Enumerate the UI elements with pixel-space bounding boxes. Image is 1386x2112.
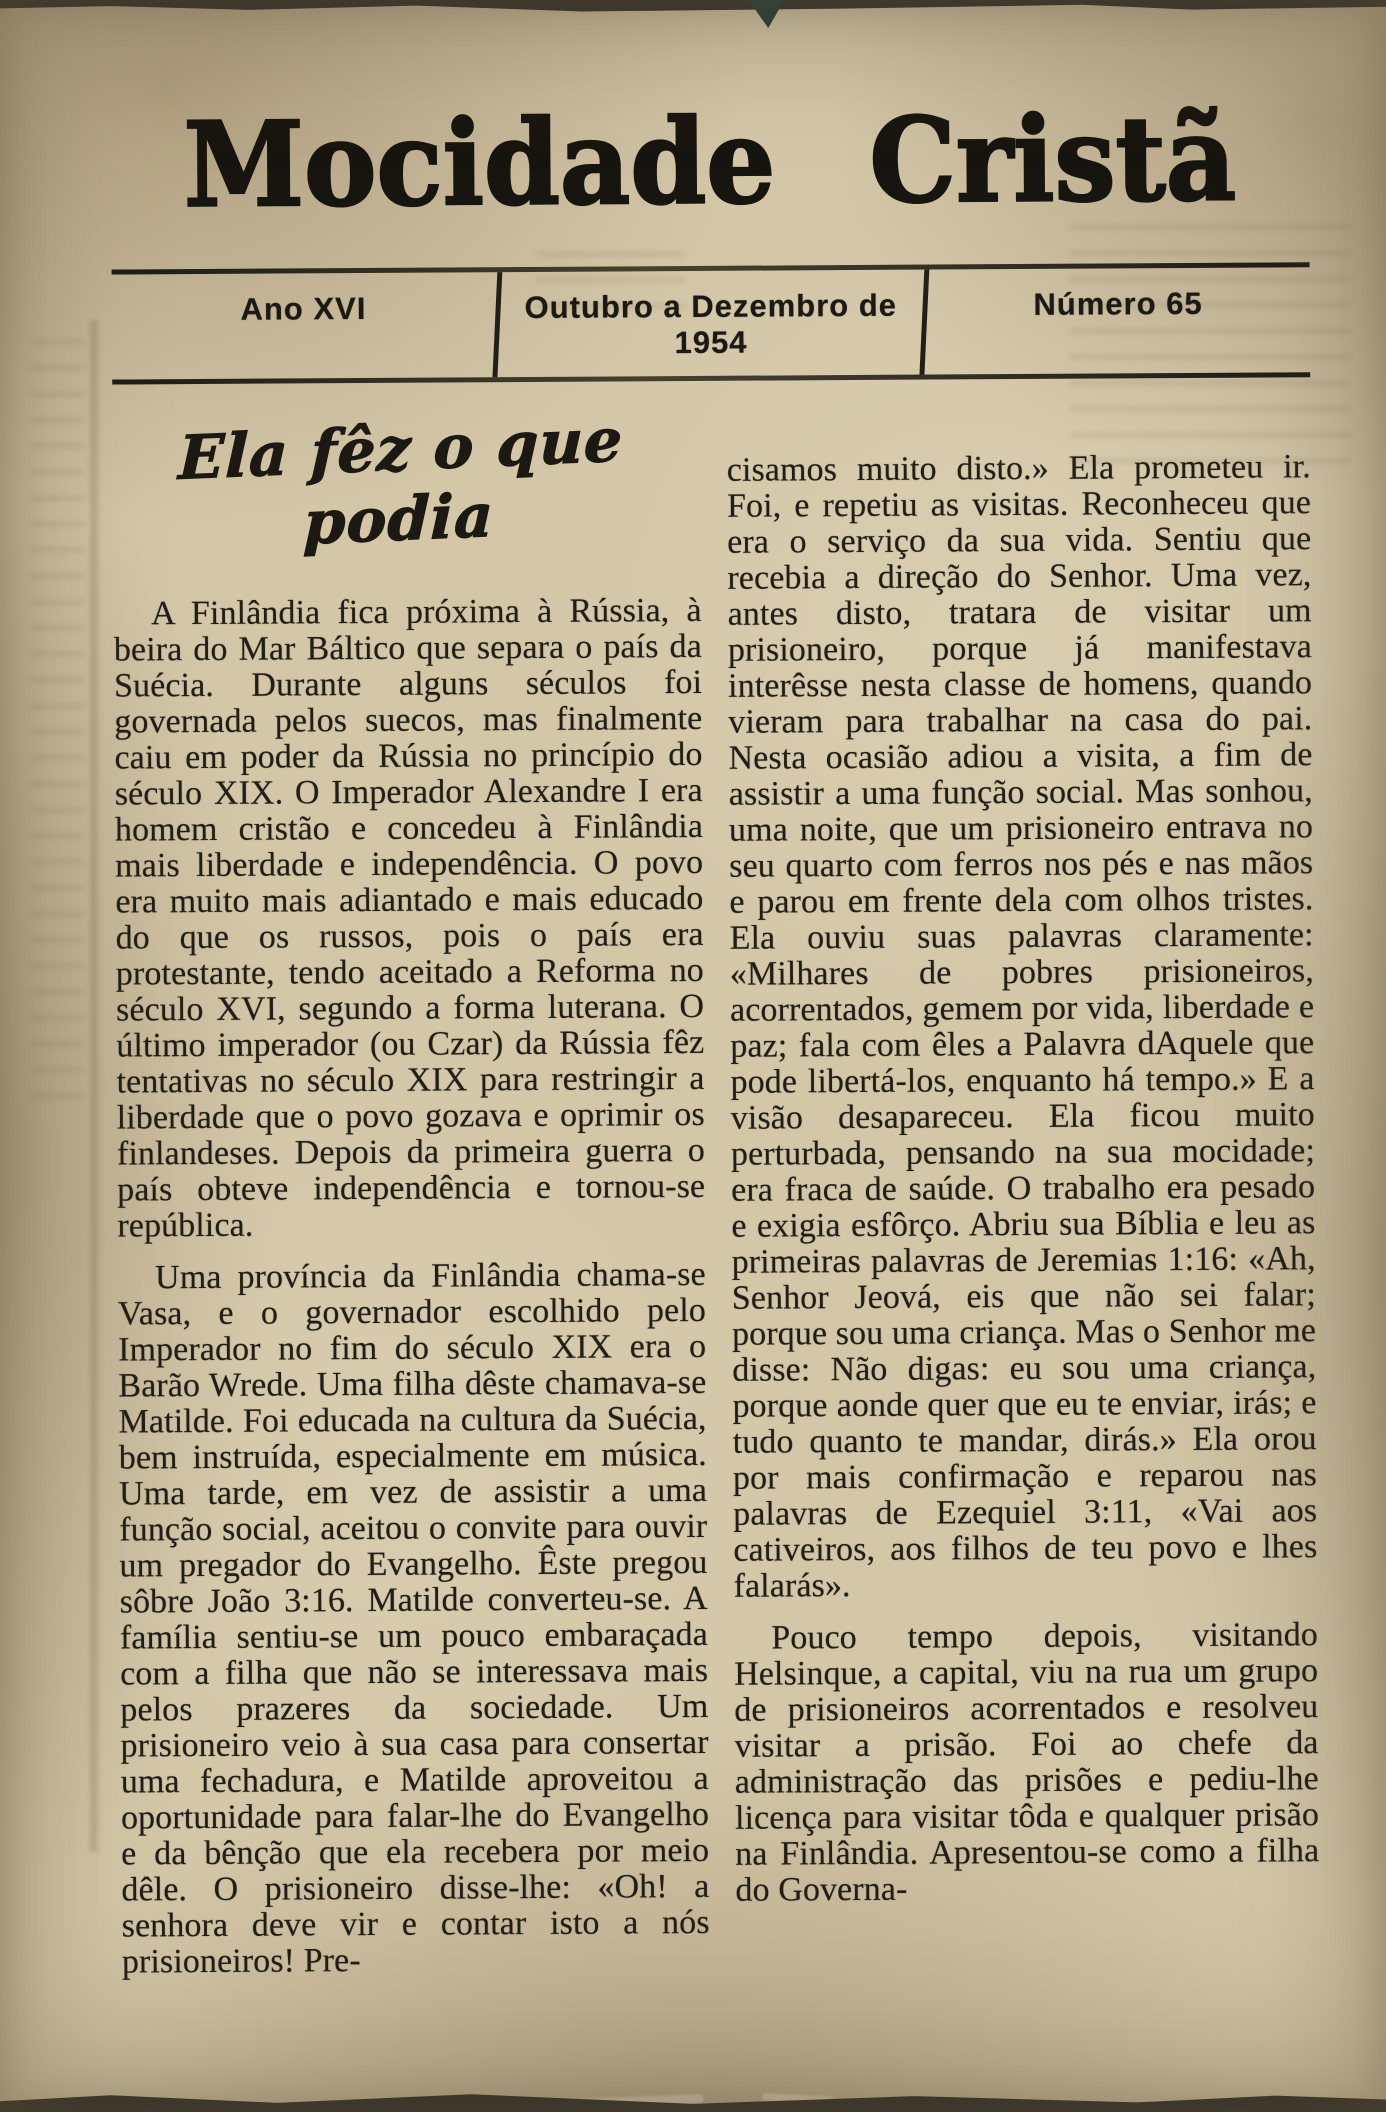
issue-number: Número 65 — [1033, 285, 1203, 322]
bottom-edge-scuff — [554, 2094, 704, 2108]
paragraph-4: Pouco tempo depois, visitando Helsinque, a capital, viu na rua um grupo de prisioneiros acorrentados e resolveu visitar a prisão. Foi ao chefe da administração das prisões e pediu-lhe licença para visitar tôda e qualquer prisão na Finlândia. Apresentou-se como a filha do Governa- — [734, 1615, 1320, 1909]
paragraph-3: cisamos muito disto.» Ela prometeu ir. Foi, e repetiu as visitas. Reconheceu que era o serviço da sua vida. Sentiu que recebia a direção do Senhor. Uma vez, antes disto, tratara de visitar um prisioneiro, porque já manifestava interêsse nesta classe de homens, quando vieram para trabalhar na casa do pai. Nesta ocasião adiou a visita, a fim de assistir a uma função social. Mas sonhou, uma noite, que um prisioneiro entrava no seu quarto com ferros nos pés e nas mãos e parou em frente dela com olhos tristes. Ela ouviu suas palavras claramente: «Milhares de pobres prisioneiros, acorrentados, gemem por vida, liberdade e paz; fala com êles a Palavra dAquele que pode libertá-los, enquanto há tempo.» E a visão desapareceu. Ela ficou muito perturbada, pensando na sua mocidade; era fraca de saúde. O trabalho era pesado e exigia esfôrço. Abriu sua Bíblia e leu as primeiras palavras de Jeremias 1:16: «Ah, Senhor Jeová, eis que não sei falar; porque sou uma criança. Mas o Senhor me disse: Não digas: eu sou uma criança, porque aonde quer que eu te enviar, irás; e tudo quanto te mandar, dirás.» Ela orou por mais confirmação e reparou nas palavras de Ezequiel 3:11, «Vai aos cativeiros, aos filhos de teu povo e lhes falarás». — [726, 447, 1318, 1605]
magazine-title: Mocidade Cristã — [183, 91, 1237, 234]
bottom-edge-scuff-small — [762, 2093, 832, 2104]
right-column — [726, 405, 1320, 1993]
left-column — [112, 405, 710, 1997]
paragraph-1: A Finlândia fica próxima à Rússia, à beira do Mar Báltico que separa o país da Suécia. Durante alguns séculos foi governada pelos suecos, mas finalmente caiu em poder da Rússia no princípio do século XIX. O Imperador Alexandre I era homem cristão e concedeu à Finlândia mais liberdade e independência. O povo era muito mais adiantado e mais educado do que os russos, pois o país era protestante, tendo aceitado a Reforma no século XVI, segundo a forma luterana. O último imperador (ou Czar) da Rússia fêz tentativas no século XIX para restringir a liberdade que o povo gozava e oprimir os finlandeses. Depois da primeira guerra o país obteve independência e tornou-se república. — [113, 591, 706, 1245]
page-bottom-edge — [0, 2088, 1386, 2112]
paragraph-2: Uma província da Finlândia chama-se Vasa, e o governador escolhido pelo Imperador no fim do século XIX era o Barão Wrede. Uma filha dêste chamava-se Matilde. Foi educada na cultura da Suécia, bem instruída, especialmente em música. Uma tarde, em vez de assistir a uma função social, aceitou o convite para ouvir um pregador do Evangelho. Êste pregou sôbre João 3:16. Matilde converteu-se. A família sentiu-se um pouco embaraçada com a filha que não se interessava mais pelos prazeres da sociedade. Um prisioneiro veio à sua casa para consertar uma fechadura, e Matilde aproveitou a oportunidade para falar-lhe do Evangelho e da bênção que ela recebera por meio dêle. O prisioneiro disse-lhe: «Oh! a senhora deve vir e contar isto a nós prisioneiros! Pre- — [117, 1255, 710, 1981]
masthead — [111, 91, 1310, 234]
article-title: Ela fêz o que podia — [177, 405, 625, 559]
issue-info-band — [112, 262, 1311, 384]
issue-year: Ano XVI — [240, 290, 367, 327]
issue-date: Outubro a Dezembro de 1954 — [524, 287, 898, 360]
article-body — [112, 377, 1320, 1996]
